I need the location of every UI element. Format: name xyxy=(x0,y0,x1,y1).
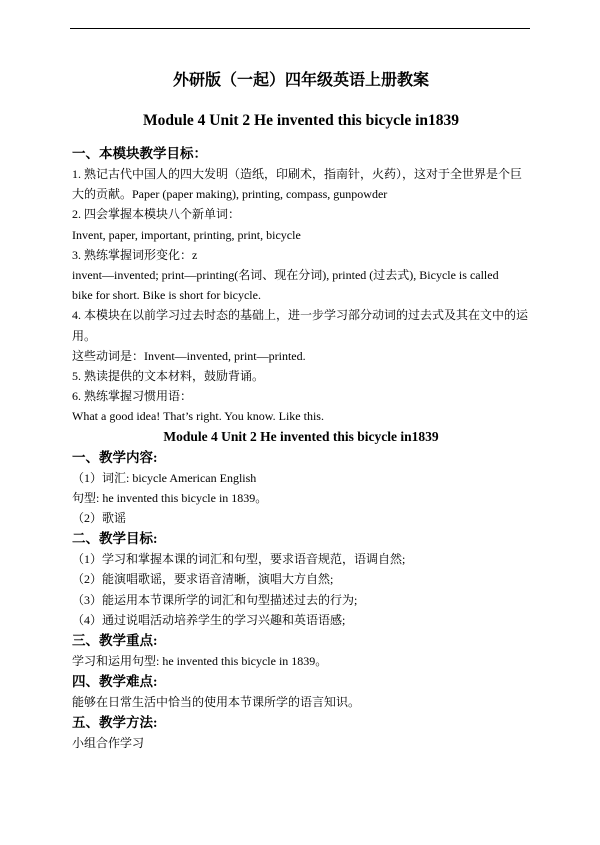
text-line: 2. 四会掌握本模块八个新单词： xyxy=(72,207,241,222)
document-subtitle: Module 4 Unit 2 He invented this bicycle in1839 xyxy=(142,112,460,129)
text-line: 大的贡献。Paper (paper making), printing, compass, gunpowder xyxy=(72,187,388,202)
text-line: 能够在日常生活中恰当的使用本节课所学的语言知识。 xyxy=(72,695,361,710)
text-line: （1）词汇: bicycle American English xyxy=(72,470,257,485)
section-key-points xyxy=(72,630,530,671)
section-heading: 五、教学方法: xyxy=(72,715,158,731)
section-heading: 一、本模块教学目标： xyxy=(72,146,207,161)
section-heading: 二、教学目标: xyxy=(72,531,158,547)
document-title: 外研版（一起）四年级英语上册教案 xyxy=(172,72,429,89)
text-line: Invent, paper, important, printing, print, bicycle xyxy=(72,227,301,242)
section-heading: 四、教学难点: xyxy=(72,674,158,690)
text-line: 这些动词是：Invent—invented, print—printed. xyxy=(72,348,306,363)
document-page xyxy=(72,70,530,754)
text-line: invent—invented; print—printing(名词、现在分词), printed (过去式), Bicycle is called xyxy=(72,268,499,283)
text-line: （4）通过说唱活动培养学生的学习兴趣和英语语感; xyxy=(72,612,346,627)
section-module-goals xyxy=(72,143,530,427)
text-line: 6. 熟练掌握习惯用语： xyxy=(72,389,193,404)
section-methods xyxy=(72,712,530,753)
text-line: bike for short. Bike is short for bicycle. xyxy=(72,288,261,303)
section-heading: 三、教学重点: xyxy=(72,633,158,649)
section-teaching-content xyxy=(72,447,530,529)
text-line: 小组合作学习 xyxy=(72,736,145,751)
text-line: （3）能运用本节课所学的词汇和句型描述过去的行为; xyxy=(72,592,358,607)
text-line: （2）能演唱歌谣，要求语音清晰，演唱大方自然; xyxy=(72,572,334,587)
text-line: （2）歌谣 xyxy=(72,511,127,526)
text-line: 用。 xyxy=(72,328,97,343)
text-line: What a good idea! That’s right. You know. Like this. xyxy=(72,409,324,424)
text-line: 5. 熟读提供的文本材料，鼓励背诵。 xyxy=(72,369,265,384)
header-rule xyxy=(70,28,530,29)
text-line: 学习和运用句型: he invented this bicycle in 1839。 xyxy=(72,654,328,669)
section-teaching-objectives xyxy=(72,528,530,630)
text-line: 4. 本模块在以前学习过去时态的基础上，进一步学习部分动词的过去式及其在文中的运 xyxy=(72,308,529,323)
section-difficulties xyxy=(72,671,530,712)
text-line: 句型: he invented this bicycle in 1839。 xyxy=(72,490,268,505)
text-line: 3. 熟练掌握词形变化：z xyxy=(72,247,198,262)
text-line: 1. 熟记古代中国人的四大发明（造纸，印刷术，指南针，火药），这对于全世界是个巨 xyxy=(72,167,523,181)
lesson-subtitle: Module 4 Unit 2 He invented this bicycle in1839 xyxy=(163,428,439,444)
section-heading: 一、教学内容: xyxy=(72,449,158,465)
text-line: （1）学习和掌握本课的词汇和句型，要求语音规范，语调自然; xyxy=(72,552,406,567)
